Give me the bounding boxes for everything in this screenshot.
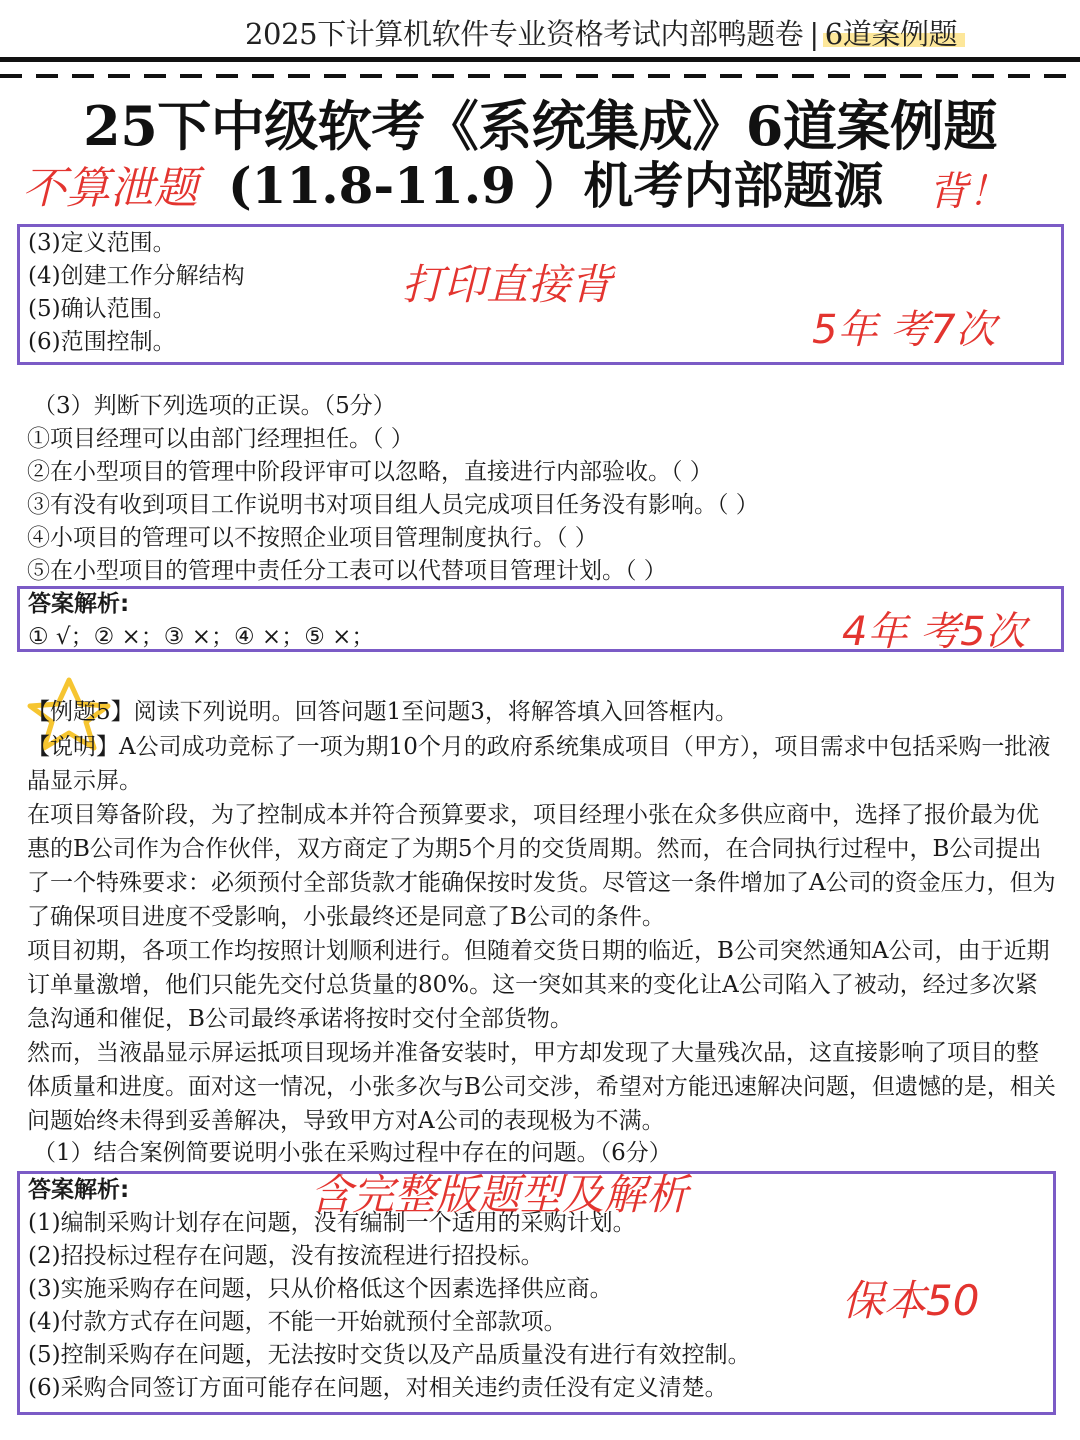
scope-line: (3)定义范围。 <box>28 230 176 256</box>
handwritten-full-version: 含完整版题型及解析 <box>310 1170 689 1219</box>
case5-paragraph: 【说明】A公司成功竞标了一项为期10个月的政府系统集成项目（甲方），项目需求中包括采购一批液晶显示屏。 <box>27 734 1051 794</box>
page-title: 25下中级软考《系统集成》6道案例题 <box>83 94 997 158</box>
dashed-rule <box>0 74 1080 78</box>
answer-line: (3)实施采购存在问题，只从价格低这个因素选择供应商。 <box>28 1276 613 1302</box>
judge-item: ②在小型项目的管理中阶段评审可以忽略，直接进行内部验收。（ ） <box>27 459 713 485</box>
handwritten-print-recite: 打印直接背 <box>402 260 613 309</box>
page-subtitle: (11.8-11.9 ）机考内部题源 <box>228 156 884 215</box>
case5-intro: 【例题5】阅读下列说明。回答问题1至问题3，将解答填入回答框内。 <box>27 699 738 725</box>
header-title: 2025下计算机软件专业资格考试内部鸭题卷 <box>245 17 804 51</box>
header-tag: 6道案例题 <box>825 12 957 53</box>
answer-line: (5)控制采购存在问题，无法按时交货以及产品质量没有进行有效控制。 <box>28 1342 751 1368</box>
handwritten-four-years: 4年 考5次 <box>842 609 1026 655</box>
judge-item: ③有没有收到项目工作说明书对项目组人员完成项目任务没有影响。（ ） <box>27 492 759 518</box>
handwritten-guarantee: 保本50 <box>842 1276 980 1325</box>
scope-line: (6)范围控制。 <box>28 329 176 355</box>
handwritten-recite: 背！ <box>928 169 1008 215</box>
answer-line: (2)招投标过程存在问题，没有按流程进行招投标。 <box>28 1243 544 1269</box>
case5-paragraph: 在项目筹备阶段，为了控制成本并符合预算要求，项目经理小张在众多供应商中，选择了报价最为优惠的B公司作为合作伙伴，双方商定了为期5个月的交货周期。然而，在合同执行过程中，B公司提出了一个特殊要求：必须预付全部货款才能确保按时发货。尽管这一条件增加了A公司的资金压力，但为了确保项目进度不受影响，小张最终还是同意了B公司的条件。 <box>27 802 1056 930</box>
judge-item: ⑤在小型项目的管理中责任分工表可以代替项目管理计划。（ ） <box>27 558 667 584</box>
judge-answer-text: ① √；② ×；③ ×；④ ×；⑤ ×； <box>28 624 375 650</box>
answer-line: (6)采购合同签订方面可能存在问题，对相关违约责任没有定义清楚。 <box>28 1375 728 1401</box>
case5-paragraph: 然而，当液晶显示屏运抵项目现场并准备安装时，甲方却发现了大量残次品，这直接影响了项目的整体质量和进度。面对这一情况，小张多次与B公司交涉，希望对方能迅速解决问题，但遗憾的是，相关问题始终未得到妥善解决，导致甲方对A公司的表现极为不满。 <box>27 1040 1056 1134</box>
handwritten-five-years: 5年 考7次 <box>812 307 996 353</box>
answer-heading: 答案解析: <box>28 591 130 617</box>
judge-item: ④小项目的管理可以不按照企业项目管理制度执行。（ ） <box>27 525 598 551</box>
answer-line: (1)编制采购计划存在问题，没有编制一个适用的采购计划。 <box>28 1210 636 1236</box>
header-separator: | <box>809 17 819 51</box>
handwritten-not-leak: 不算泄题 <box>22 163 198 214</box>
scope-line: (5)确认范围。 <box>28 296 176 322</box>
scope-line: (4)创建工作分解结构 <box>28 263 245 289</box>
judge-item: ①项目经理可以由部门经理担任。（ ） <box>27 426 414 452</box>
judge-prompt: （3）判断下列选项的正误。（5分） <box>33 393 396 419</box>
case5-question1: （1）结合案例简要说明小张在采购过程中存在的问题。（6分） <box>33 1140 672 1166</box>
header-line <box>245 12 1065 53</box>
case5-paragraph: 项目初期，各项工作均按照计划顺利进行。但随着交货日期的临近，B公司突然通知A公司，由于近期订单量激增，他们只能先交付总货量的80%。这一突如其来的变化让A公司陷入了被动，经过多次紧急沟通和催促，B公司最终承诺将按时交付全部货物。 <box>27 938 1050 1032</box>
answer-line: (4)付款方式存在问题，不能一开始就预付全部款项。 <box>28 1309 567 1335</box>
judge-question <box>27 390 759 588</box>
answer-heading: 答案解析: <box>28 1177 130 1203</box>
header-rule <box>0 57 1080 62</box>
